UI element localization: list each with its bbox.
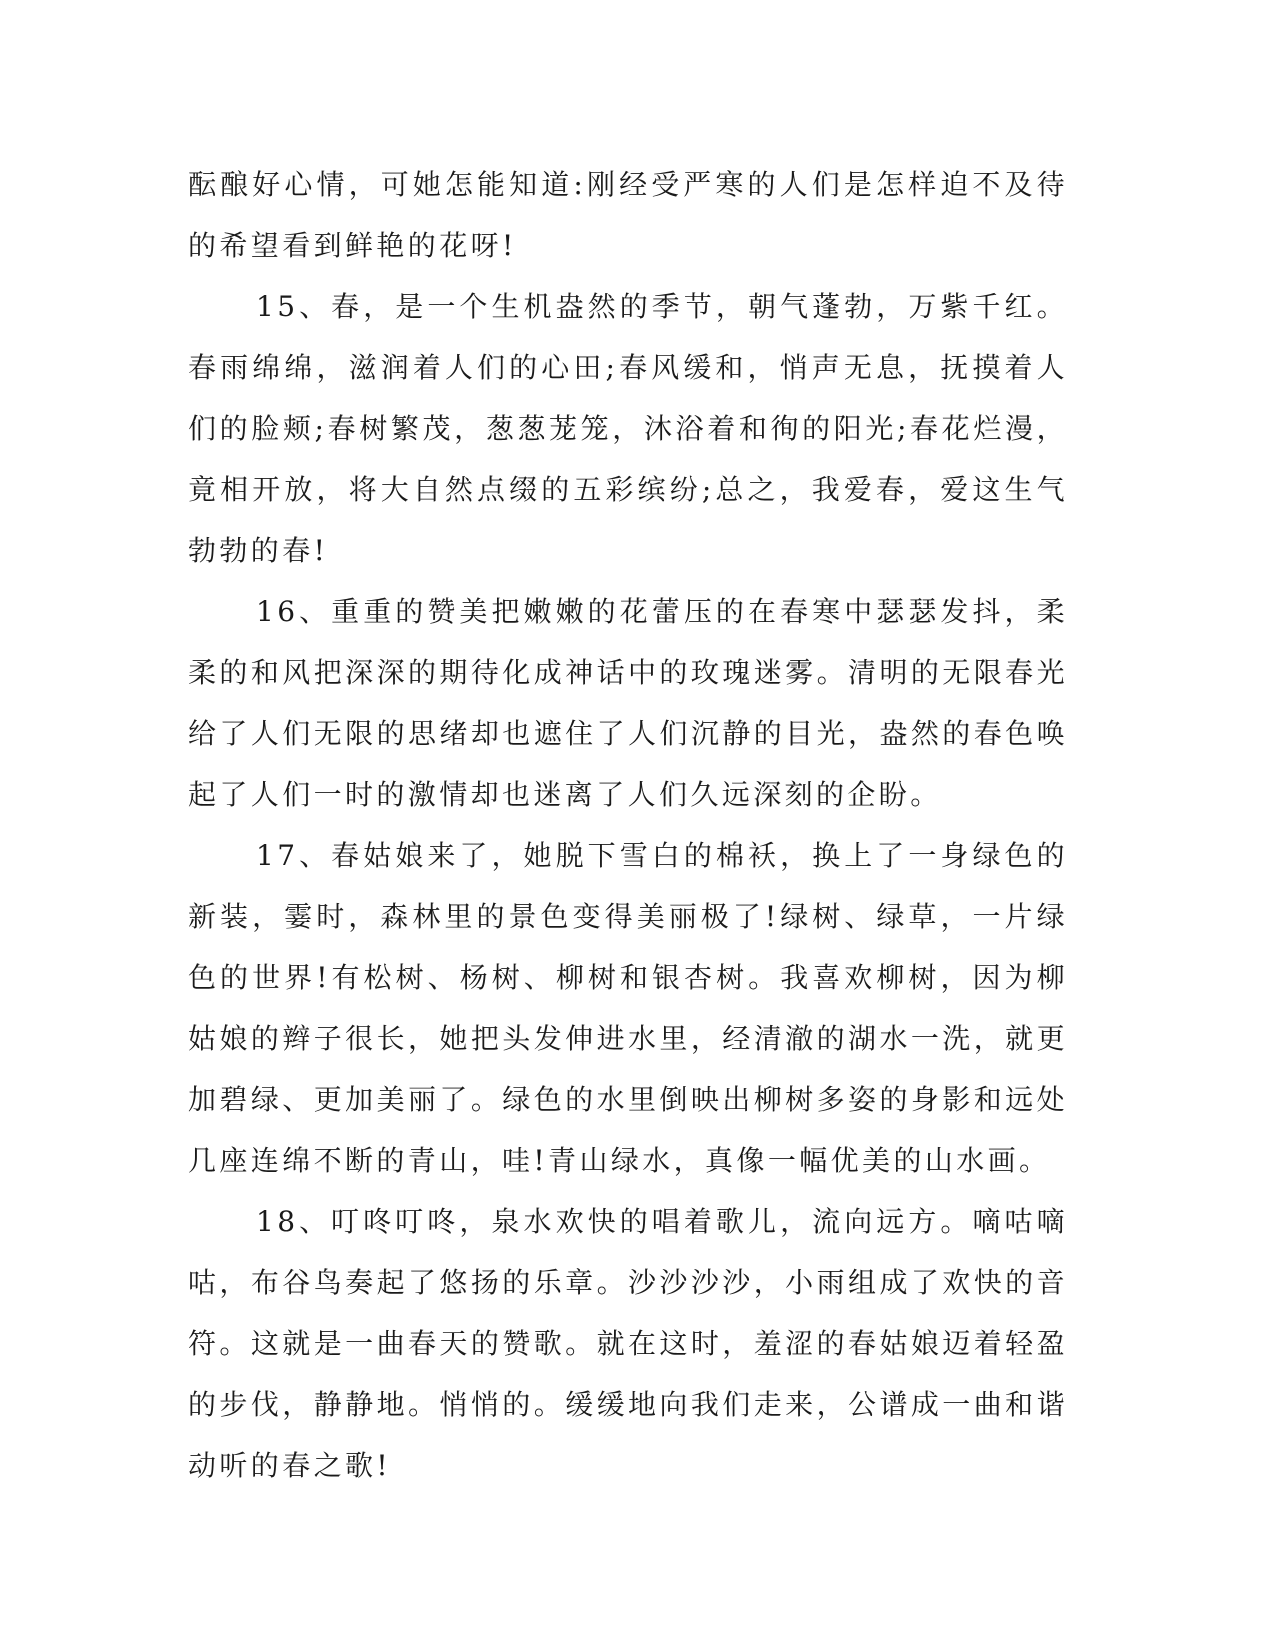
paragraph-15: 15、春，是一个生机盎然的季节，朝气蓬勃，万紫千红。春雨绵绵，滋润着人们的心田;春风缓和，悄声无息，抚摸着人们的脸颊;春树繁茂，葱葱茏笼，沐浴着和徇的阳光;春花烂漫，竟相开放，将大自然点缀的五彩缤纷;总之，我爱春，爱这生气勃勃的春! (188, 290, 1068, 567)
paragraph-continuation: 酝酿好心情，可她怎能知道:刚经受严寒的人们是怎样迫不及待的希望看到鲜艳的花呀! (188, 168, 1068, 262)
paragraph-18: 18、叮咚叮咚，泉水欢快的唱着歌儿，流向远方。嘀咕嘀咕，布谷鸟奏起了悠扬的乐章。沙沙沙沙，小雨组成了欢快的音符。这就是一曲春天的赞歌。就在这时，羞涩的春姑娘迈着轻盈的步伐，静静地。悄悄的。缓缓地向我们走来，公谱成一曲和谐动听的春之歌! (188, 1205, 1068, 1482)
paragraph-17: 17、春姑娘来了，她脱下雪白的棉袄，换上了一身绿色的新装，霎时，森林里的景色变得美丽极了!绿树、绿草，一片绿色的世界!有松树、杨树、柳树和银杏树。我喜欢柳树，因为柳姑娘的辫子很长，她把头发伸进水里，经清澈的湖水一洗，就更加碧绿、更加美丽了。绿色的水里倒映出柳树多姿的身影和远处几座连绵不断的青山，哇!青山绿水，真像一幅优美的山水画。 (188, 839, 1068, 1177)
paragraph-16: 16、重重的赞美把嫩嫩的花蕾压的在春寒中瑟瑟发抖，柔柔的和风把深深的期待化成神话中的玫瑰迷雾。清明的无限春光给了人们无限的思绪却也遮住了人们沉静的目光，盎然的春色唤起了人们一时的激情却也迷离了人们久远深刻的企盼。 (188, 595, 1068, 811)
document-body (188, 154, 1068, 1496)
